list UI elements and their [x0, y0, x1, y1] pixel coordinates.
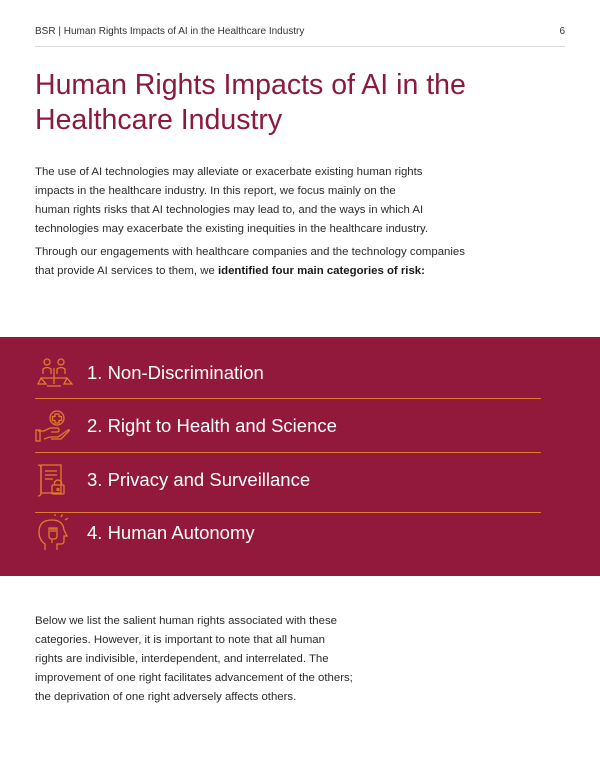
category-item-privacy [35, 459, 541, 505]
category-label: 2. Right to Health and Science [87, 415, 337, 436]
intro-line: human rights risks that AI technologies may lead to, and the ways in which AI [35, 204, 424, 216]
scales-people-icon [35, 354, 73, 392]
closing-line: rights are indivisible, interdependent, and interrelated. The [35, 653, 329, 665]
running-title: BSR | Human Rights Impacts of AI in the Healthcare Industry [35, 26, 305, 37]
intro-line: that provide AI services to them, we [35, 265, 218, 277]
intro-paragraph-2 [35, 243, 495, 281]
document-lock-icon [35, 461, 73, 499]
closing-paragraph [35, 612, 375, 707]
closing-line: the deprivation of one right adversely affects others. [35, 691, 297, 703]
emphasis-text: identified four main categories of risk: [217, 265, 425, 277]
category-item-non-discrimination [35, 352, 541, 398]
closing-line: categories. However, it is important to note that all human [35, 634, 325, 646]
category-divider [35, 452, 541, 453]
category-item-right-to-health [35, 405, 541, 451]
hand-medical-cross-icon [35, 407, 73, 445]
page-title [35, 68, 555, 138]
intro-line: impacts in the healthcare industry. In this report, we focus mainly on the [35, 185, 396, 197]
closing-line: Below we list the salient human rights associated with these [35, 615, 338, 627]
page-number: 6 [559, 26, 565, 37]
category-item-human-autonomy [35, 512, 541, 558]
title-line-1: Human Rights Impacts of AI in the [35, 69, 466, 101]
intro-line: technologies may exacerbate the existing inequities in the healthcare industry. [35, 223, 428, 235]
title-line-2: Healthcare Industry [35, 104, 283, 136]
category-label: 3. Privacy and Surveillance [87, 469, 311, 490]
head-fist-icon [35, 514, 73, 552]
intro-line: The use of AI technologies may alleviate or exacerbate existing human rights [35, 166, 423, 178]
category-label: 4. Human Autonomy [87, 522, 255, 543]
category-label: 1. Non-Discrimination [87, 362, 264, 383]
intro-line: Through our engagements with healthcare companies and the technology companies [35, 246, 465, 258]
category-divider [35, 398, 541, 399]
closing-line: improvement of one right facilitates advancement of the others; [35, 672, 353, 684]
intro-paragraph-1 [35, 163, 495, 239]
running-header [35, 25, 565, 47]
